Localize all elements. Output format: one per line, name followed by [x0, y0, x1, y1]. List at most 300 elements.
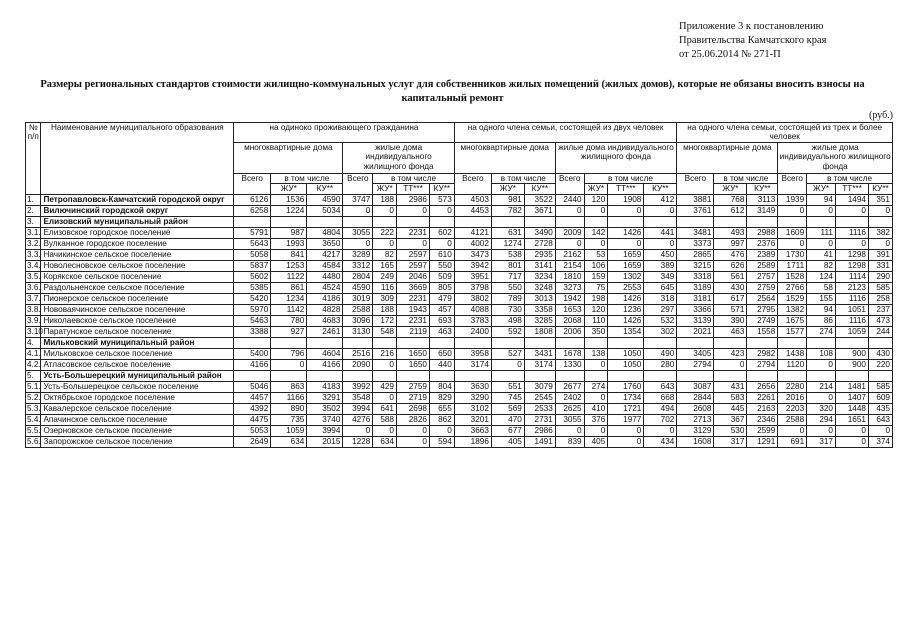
- value-cell: 2231: [396, 293, 429, 304]
- value-cell: 3248: [524, 282, 555, 293]
- value-cell: 550: [491, 282, 524, 293]
- value-cell: 2231: [396, 227, 429, 238]
- value-cell: 86: [807, 315, 836, 326]
- row-number: 5.6.: [27, 436, 41, 446]
- value-cell: 0: [396, 436, 429, 447]
- municipality-name: Мильковский муниципальный район: [41, 337, 234, 348]
- value-cell: 585: [868, 381, 892, 392]
- appendix-line-3: от 25.06.2014 № 271-П: [679, 49, 781, 60]
- value-cell: 0: [807, 205, 836, 216]
- value-cell: [644, 370, 677, 381]
- value-cell: 2533: [524, 403, 555, 414]
- value-cell: 717: [491, 271, 524, 282]
- municipality-name: Апачинское сельское поселение: [41, 414, 234, 425]
- value-cell: 5602: [234, 271, 271, 282]
- value-cell: 1438: [778, 348, 807, 359]
- value-cell: 538: [491, 249, 524, 260]
- value-cell: 430: [868, 348, 892, 359]
- header-ku: КУ**: [429, 184, 454, 194]
- value-cell: 0: [714, 359, 747, 370]
- value-cell: 1274: [491, 238, 524, 249]
- value-cell: 4121: [454, 227, 491, 238]
- value-cell: 2016: [778, 392, 807, 403]
- value-cell: 4453: [454, 205, 491, 216]
- value-cell: [373, 337, 397, 348]
- value-cell: 0: [584, 392, 608, 403]
- value-cell: 1298: [835, 249, 868, 260]
- value-cell: 297: [644, 304, 677, 315]
- value-cell: [343, 216, 373, 227]
- value-cell: 0: [608, 205, 644, 216]
- value-cell: 735: [271, 414, 307, 425]
- value-cell: 165: [373, 260, 397, 271]
- value-cell: 1529: [778, 293, 807, 304]
- value-cell: 571: [714, 304, 747, 315]
- value-cell: 1491: [524, 436, 555, 447]
- value-cell: 258: [868, 293, 892, 304]
- value-cell: 5837: [234, 260, 271, 271]
- value-cell: 1051: [835, 304, 868, 315]
- value-cell: 2597: [396, 260, 429, 271]
- value-cell: 53: [584, 249, 608, 260]
- value-cell: 927: [271, 326, 307, 337]
- value-cell: 4183: [307, 381, 343, 392]
- row-number: 1.: [26, 194, 41, 205]
- row-number: 5.4.: [27, 414, 41, 424]
- header-tt: ТТ***: [396, 184, 429, 194]
- header-zhu: ЖУ*: [714, 184, 747, 194]
- value-cell: 1993: [271, 238, 307, 249]
- value-cell: 612: [714, 205, 747, 216]
- value-cell: 434: [644, 436, 677, 447]
- value-cell: 441: [644, 227, 677, 238]
- value-cell: [677, 337, 714, 348]
- value-cell: 3798: [454, 282, 491, 293]
- value-cell: 2261: [747, 392, 778, 403]
- value-cell: 3141: [524, 260, 555, 271]
- value-cell: 1536: [271, 194, 307, 205]
- value-cell: 548: [373, 326, 397, 337]
- table-row: [26, 249, 893, 260]
- value-cell: 1426: [608, 293, 644, 304]
- value-cell: 3289: [343, 249, 373, 260]
- value-cell: 4166: [234, 359, 271, 370]
- value-cell: 1059: [835, 326, 868, 337]
- value-cell: 3548: [343, 392, 373, 403]
- value-cell: 3055: [555, 414, 584, 425]
- value-cell: [555, 337, 584, 348]
- value-cell: 3096: [343, 315, 373, 326]
- value-cell: 490: [644, 348, 677, 359]
- value-cell: 1558: [747, 326, 778, 337]
- value-cell: 1302: [608, 271, 644, 282]
- value-cell: 3013: [524, 293, 555, 304]
- table-row: [26, 315, 893, 326]
- value-cell: 470: [491, 414, 524, 425]
- value-cell: 1675: [778, 315, 807, 326]
- value-cell: 1050: [608, 359, 644, 370]
- table-row: [26, 293, 893, 304]
- table-row: [26, 282, 893, 293]
- header-ind: жилые дома индивидуального жилищного фонда: [555, 142, 677, 173]
- value-cell: 4166: [307, 359, 343, 370]
- value-cell: 4392: [234, 403, 271, 414]
- value-cell: 5791: [234, 227, 271, 238]
- value-cell: 172: [373, 315, 397, 326]
- municipality-name: Усть-Большерецкое сельское поселение: [41, 381, 234, 392]
- table-row: [26, 348, 893, 359]
- value-cell: 457: [429, 304, 454, 315]
- value-cell: 0: [373, 205, 397, 216]
- value-cell: 3951: [454, 271, 491, 282]
- value-cell: 4276: [343, 414, 373, 425]
- value-cell: 2625: [555, 403, 584, 414]
- value-cell: 6258: [234, 205, 271, 216]
- value-cell: [429, 370, 454, 381]
- value-cell: [271, 216, 307, 227]
- value-cell: 2516: [343, 348, 373, 359]
- value-cell: 3373: [677, 238, 714, 249]
- value-cell: 3783: [454, 315, 491, 326]
- row-number: 3.1.: [27, 227, 41, 237]
- value-cell: 1166: [271, 392, 307, 403]
- value-cell: [491, 370, 524, 381]
- value-cell: 829: [429, 392, 454, 403]
- value-cell: 0: [584, 238, 608, 249]
- value-cell: 435: [868, 403, 892, 414]
- value-cell: 0: [807, 238, 836, 249]
- value-cell: 641: [373, 403, 397, 414]
- value-cell: 745: [491, 392, 524, 403]
- value-cell: 2588: [778, 414, 807, 425]
- value-cell: 3994: [307, 425, 343, 436]
- header-total: Всего: [677, 173, 714, 194]
- value-cell: 423: [714, 348, 747, 359]
- value-cell: 3291: [307, 392, 343, 403]
- value-cell: 691: [778, 436, 807, 447]
- value-cell: 4828: [307, 304, 343, 315]
- value-cell: 573: [429, 194, 454, 205]
- value-cell: 0: [343, 425, 373, 436]
- table-row: [26, 304, 893, 315]
- value-cell: 3189: [677, 282, 714, 293]
- row-number: 3.5.: [27, 271, 41, 281]
- value-cell: 351: [868, 194, 892, 205]
- header-mkd: многоквартирные дома: [677, 142, 778, 173]
- value-cell: 789: [491, 293, 524, 304]
- value-cell: 4804: [307, 227, 343, 238]
- value-cell: 0: [644, 238, 677, 249]
- value-cell: 349: [644, 271, 677, 282]
- value-cell: 389: [644, 260, 677, 271]
- table-row: [26, 238, 893, 249]
- table-row: [26, 194, 893, 205]
- value-cell: 473: [868, 315, 892, 326]
- value-cell: 862: [429, 414, 454, 425]
- value-cell: 2597: [396, 249, 429, 260]
- value-cell: 610: [429, 249, 454, 260]
- value-cell: [343, 337, 373, 348]
- value-cell: 2163: [747, 403, 778, 414]
- value-cell: 3149: [747, 205, 778, 216]
- value-cell: 1407: [835, 392, 868, 403]
- municipality-name: Раздольненское сельское поселение: [41, 282, 234, 293]
- value-cell: 583: [714, 392, 747, 403]
- header-number: № п/п: [26, 123, 41, 195]
- value-cell: 3234: [524, 271, 555, 282]
- value-cell: 569: [491, 403, 524, 414]
- header-total: Всего: [234, 173, 271, 194]
- value-cell: [747, 337, 778, 348]
- value-cell: 390: [714, 315, 747, 326]
- value-cell: [608, 370, 644, 381]
- value-cell: 782: [491, 205, 524, 216]
- value-cell: 561: [714, 271, 747, 282]
- value-cell: 3285: [524, 315, 555, 326]
- row-number: 3.8.: [27, 304, 41, 314]
- value-cell: 3994: [343, 403, 373, 414]
- value-cell: 2608: [677, 403, 714, 414]
- municipality-name: Запорожское сельское поселение: [41, 436, 234, 447]
- value-cell: 0: [868, 205, 892, 216]
- value-cell: 2865: [677, 249, 714, 260]
- value-cell: [396, 370, 429, 381]
- value-cell: 2982: [747, 348, 778, 359]
- value-cell: 5420: [234, 293, 271, 304]
- value-cell: [524, 337, 555, 348]
- value-cell: 0: [343, 205, 373, 216]
- municipality-name: Мильковское сельское поселение: [41, 348, 234, 359]
- value-cell: 900: [835, 348, 868, 359]
- value-cell: 2795: [747, 304, 778, 315]
- value-cell: 3405: [677, 348, 714, 359]
- value-cell: 2154: [555, 260, 584, 271]
- value-cell: 3502: [307, 403, 343, 414]
- value-cell: [835, 370, 868, 381]
- value-cell: [307, 370, 343, 381]
- value-cell: 0: [608, 425, 644, 436]
- value-cell: 0: [491, 359, 524, 370]
- value-cell: 3087: [677, 381, 714, 392]
- value-cell: 863: [271, 381, 307, 392]
- value-cell: 0: [429, 238, 454, 249]
- header-ku: КУ**: [747, 184, 778, 194]
- value-cell: 274: [584, 381, 608, 392]
- value-cell: 2731: [524, 414, 555, 425]
- value-cell: 3740: [307, 414, 343, 425]
- table-row: [26, 436, 893, 447]
- value-cell: 220: [868, 359, 892, 370]
- value-cell: 617: [714, 293, 747, 304]
- value-cell: 463: [429, 326, 454, 337]
- row-number: 4.: [26, 337, 41, 348]
- value-cell: 0: [868, 425, 892, 436]
- value-cell: 3473: [454, 249, 491, 260]
- value-cell: [868, 216, 892, 227]
- value-cell: 309: [373, 293, 397, 304]
- value-cell: [584, 216, 608, 227]
- header-total: Всего: [778, 173, 807, 194]
- value-cell: 2589: [747, 260, 778, 271]
- value-cell: 188: [373, 194, 397, 205]
- value-cell: 2346: [747, 414, 778, 425]
- header-name: Наименование муниципального образования: [41, 123, 234, 195]
- value-cell: 2119: [396, 326, 429, 337]
- table-row: [26, 227, 893, 238]
- value-cell: 1721: [608, 403, 644, 414]
- value-cell: 391: [868, 249, 892, 260]
- value-cell: 3802: [454, 293, 491, 304]
- value-cell: 1426: [608, 315, 644, 326]
- value-cell: 75: [584, 282, 608, 293]
- value-cell: 138: [584, 348, 608, 359]
- value-cell: 5385: [234, 282, 271, 293]
- value-cell: [584, 337, 608, 348]
- value-cell: 2826: [396, 414, 429, 425]
- value-cell: [524, 370, 555, 381]
- value-cell: [429, 216, 454, 227]
- value-cell: 198: [584, 293, 608, 304]
- value-cell: 3481: [677, 227, 714, 238]
- value-cell: 900: [835, 359, 868, 370]
- value-cell: 0: [868, 238, 892, 249]
- header-incl: в том числе: [714, 173, 778, 183]
- value-cell: 2986: [396, 194, 429, 205]
- value-cell: 3958: [454, 348, 491, 359]
- table-row: [26, 403, 893, 414]
- value-cell: [644, 337, 677, 348]
- value-cell: 650: [429, 348, 454, 359]
- value-cell: 668: [644, 392, 677, 403]
- value-cell: 3650: [307, 238, 343, 249]
- value-cell: 0: [373, 425, 397, 436]
- value-cell: 0: [373, 392, 397, 403]
- value-cell: 634: [271, 436, 307, 447]
- value-cell: 1659: [608, 249, 644, 260]
- value-cell: 0: [807, 425, 836, 436]
- table-row: [26, 425, 893, 436]
- municipality-name: Нововаячинское сельское поселение: [41, 304, 234, 315]
- value-cell: 2203: [778, 403, 807, 414]
- value-cell: 1116: [835, 315, 868, 326]
- municipality-name: Николаевское сельское поселение: [41, 315, 234, 326]
- header-zhu: ЖУ*: [271, 184, 307, 194]
- value-cell: 249: [373, 271, 397, 282]
- value-cell: [608, 337, 644, 348]
- value-cell: 237: [868, 304, 892, 315]
- value-cell: 3174: [454, 359, 491, 370]
- row-number: 5.5.: [27, 425, 41, 435]
- header-total: Всего: [555, 173, 584, 194]
- value-cell: 431: [714, 381, 747, 392]
- value-cell: 4590: [343, 282, 373, 293]
- value-cell: 4457: [234, 392, 271, 403]
- value-cell: 1650: [396, 348, 429, 359]
- header-group-single: на одиноко проживающего гражданина: [234, 123, 455, 143]
- municipality-name: Начикинское сельское поселение: [41, 249, 234, 260]
- value-cell: 463: [714, 326, 747, 337]
- value-cell: 1426: [608, 227, 644, 238]
- value-cell: 0: [555, 205, 584, 216]
- municipality-name: Усть-Большерецкий муниципальный район: [41, 370, 234, 381]
- value-cell: 2006: [555, 326, 584, 337]
- value-cell: 0: [555, 238, 584, 249]
- value-cell: 3366: [677, 304, 714, 315]
- value-cell: 3431: [524, 348, 555, 359]
- value-cell: 3992: [343, 381, 373, 392]
- value-cell: 110: [584, 315, 608, 326]
- value-cell: 1651: [835, 414, 868, 425]
- value-cell: 1730: [778, 249, 807, 260]
- value-cell: 3055: [343, 227, 373, 238]
- row-number: 3.10: [27, 326, 43, 336]
- value-cell: [396, 337, 429, 348]
- table-row: [26, 359, 893, 370]
- value-cell: 3113: [747, 194, 778, 205]
- value-cell: 0: [373, 359, 397, 370]
- value-cell: 3019: [343, 293, 373, 304]
- value-cell: [835, 337, 868, 348]
- row-number: 5.: [26, 370, 41, 381]
- row-number: 3.7.: [27, 293, 41, 303]
- value-cell: 142: [584, 227, 608, 238]
- value-cell: 5970: [234, 304, 271, 315]
- value-cell: 1760: [608, 381, 644, 392]
- value-cell: 2988: [747, 227, 778, 238]
- value-cell: 2376: [747, 238, 778, 249]
- value-cell: 4480: [307, 271, 343, 282]
- value-cell: 3318: [677, 271, 714, 282]
- municipality-name: Паратунское сельское поселение: [41, 326, 234, 337]
- value-cell: [373, 216, 397, 227]
- value-cell: 244: [868, 326, 892, 337]
- table-header: [26, 123, 893, 195]
- value-cell: 631: [491, 227, 524, 238]
- table-body: [26, 194, 893, 447]
- value-cell: 317: [807, 436, 836, 447]
- value-cell: 3630: [454, 381, 491, 392]
- value-cell: 3215: [677, 260, 714, 271]
- value-cell: 1354: [608, 326, 644, 337]
- value-cell: 2231: [396, 315, 429, 326]
- value-cell: 2021: [677, 326, 714, 337]
- value-cell: 509: [429, 271, 454, 282]
- table-row: [26, 392, 893, 403]
- value-cell: 3669: [396, 282, 429, 293]
- value-cell: 4503: [454, 194, 491, 205]
- value-cell: 0: [429, 205, 454, 216]
- municipality-name: Пионерское сельское поселение: [41, 293, 234, 304]
- value-cell: 405: [584, 436, 608, 447]
- value-cell: 1228: [343, 436, 373, 447]
- value-cell: 551: [491, 381, 524, 392]
- value-cell: 0: [807, 392, 836, 403]
- value-cell: 2009: [555, 227, 584, 238]
- value-cell: 3671: [524, 205, 555, 216]
- header-group-three: на одного члена семьи, состоящей из трех и более человек: [677, 123, 893, 143]
- value-cell: 350: [584, 326, 608, 337]
- value-cell: 5058: [234, 249, 271, 260]
- value-cell: [868, 370, 892, 381]
- value-cell: 768: [714, 194, 747, 205]
- value-cell: 839: [555, 436, 584, 447]
- value-cell: 1120: [778, 359, 807, 370]
- value-cell: 3761: [677, 205, 714, 216]
- value-cell: 1298: [835, 260, 868, 271]
- value-cell: 3129: [677, 425, 714, 436]
- row-number: 5.1.: [27, 381, 41, 391]
- header-tt: ТТ***: [608, 184, 644, 194]
